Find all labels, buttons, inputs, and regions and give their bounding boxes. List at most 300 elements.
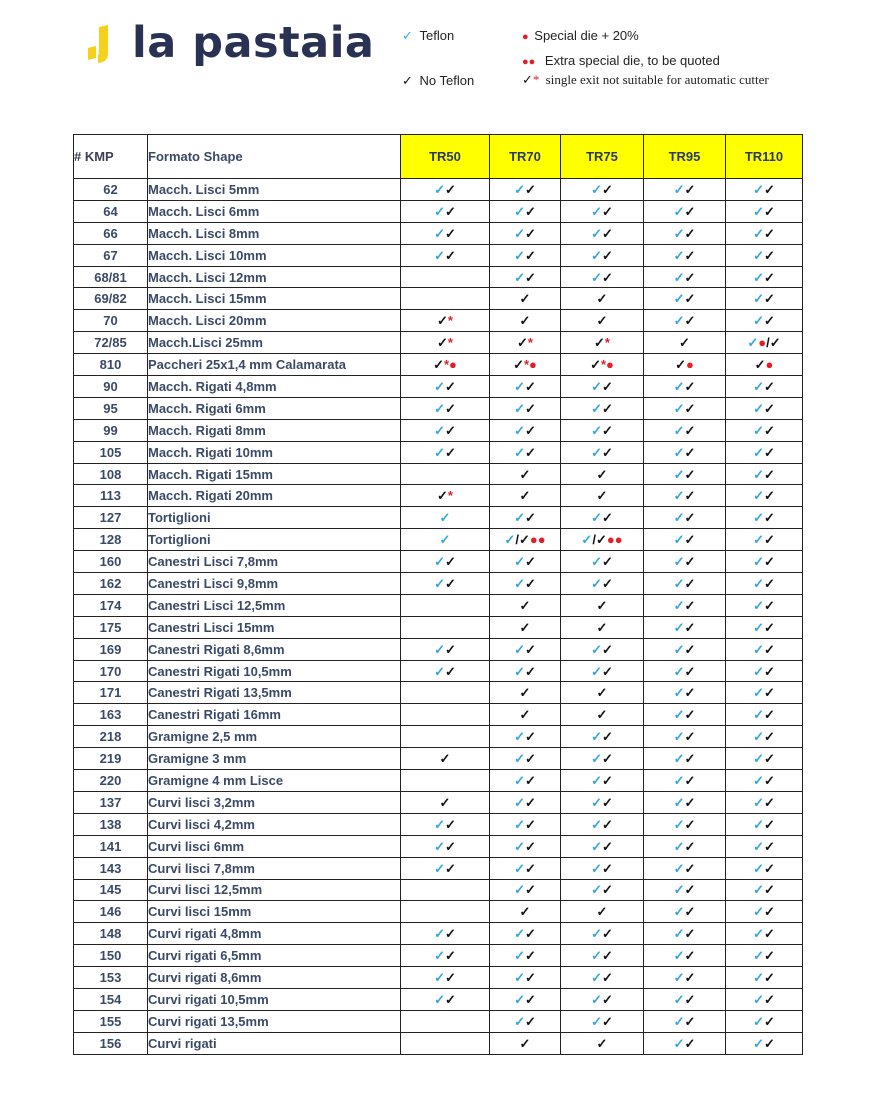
no-teflon-check-icon: ✓ [684, 882, 696, 898]
no-teflon-check-icon: ✓ [445, 444, 456, 460]
teflon-check-icon: ✓ [673, 816, 685, 832]
compat-cell [401, 1032, 490, 1054]
compat-cell [726, 835, 803, 857]
kmp-code: 66 [74, 222, 148, 244]
single-exit-check-icon: ✓ [522, 72, 533, 87]
teflon-check-icon: ✓ [514, 991, 525, 1007]
teflon-check-icon: ✓ [753, 772, 764, 788]
teflon-check-icon: ✓ [514, 269, 525, 285]
compat-cell [401, 376, 490, 398]
no-teflon-check-icon: ✓ [602, 991, 613, 1007]
compat-cell [726, 1032, 803, 1054]
teflon-check-icon: ✓ [591, 378, 602, 394]
no-teflon-check-icon: ✓ [445, 860, 456, 876]
compat-cell [490, 485, 561, 507]
legend-single-exit-label: single exit not suitable for automatic cutter [545, 72, 769, 87]
header-tr95: TR95 [644, 135, 726, 179]
compat-cell [490, 967, 561, 989]
kmp-code: 163 [74, 704, 148, 726]
no-teflon-check-icon: ✓ [764, 904, 775, 920]
compat-cell [490, 507, 561, 529]
teflon-check-icon: ✓ [753, 247, 764, 263]
compat-cell [490, 770, 561, 792]
compat-cell [561, 573, 644, 595]
no-teflon-check-icon: ✓ [684, 225, 696, 241]
compat-cell [726, 485, 803, 507]
compat-cell [401, 397, 490, 419]
no-teflon-check-icon: ✓ [525, 772, 536, 788]
compat-cell [490, 463, 561, 485]
teflon-check-icon: ✓ [673, 203, 685, 219]
teflon-check-icon: ✓ [514, 1013, 525, 1029]
shape-name: Curvi rigati 10,5mm [148, 988, 401, 1010]
no-teflon-check-icon: ✓ [764, 707, 775, 723]
no-teflon-check-icon: ✓ [525, 444, 536, 460]
no-teflon-check-icon: ✓ [684, 751, 696, 767]
table-row [74, 704, 803, 726]
asterisk-icon: * [443, 357, 450, 373]
compat-cell [644, 770, 726, 792]
compat-cell [490, 857, 561, 879]
kmp-code: 148 [74, 923, 148, 945]
header-tr75: TR75 [561, 135, 644, 179]
teflon-check-icon: ✓ [753, 510, 764, 526]
compatibility-table [73, 134, 803, 1055]
no-teflon-check-icon: ✓ [525, 663, 536, 679]
teflon-check-icon: ✓ [753, 1035, 764, 1051]
no-teflon-check-icon: ✓ [602, 269, 613, 285]
no-teflon-check-icon: ✓ [684, 378, 696, 394]
teflon-check-icon: ✓ [591, 444, 602, 460]
compat-cell [490, 923, 561, 945]
compat-cell [490, 791, 561, 813]
no-teflon-check-icon: ✓ [445, 554, 456, 570]
teflon-check-icon: ✓ [591, 729, 602, 745]
no-teflon-check-icon: ✓ [684, 619, 696, 635]
no-teflon-check-icon: ✓ [764, 860, 775, 876]
no-teflon-check-icon: ✓ [675, 357, 687, 373]
teflon-check-icon: ✓ [753, 729, 764, 745]
no-teflon-check-icon: ✓ [596, 685, 608, 701]
compat-cell [401, 485, 490, 507]
no-teflon-check-icon: ✓ [602, 772, 613, 788]
compat-cell [401, 222, 490, 244]
teflon-check-icon: ✓ [673, 707, 685, 723]
teflon-check-icon: ✓ [673, 575, 685, 591]
compat-cell [401, 551, 490, 573]
teflon-check-icon: ✓ [753, 597, 764, 613]
no-teflon-check-icon: ✓ [764, 554, 775, 570]
compat-cell [644, 200, 726, 222]
shape-name: Curvi lisci 15mm [148, 901, 401, 923]
no-teflon-check-icon: ✓ [764, 532, 775, 548]
no-teflon-check-icon: ✓ [764, 597, 775, 613]
shape-name: Macch. Rigati 20mm [148, 485, 401, 507]
shape-name: Macch. Rigati 4,8mm [148, 376, 401, 398]
compat-cell [561, 857, 644, 879]
no-teflon-check-icon: ✓ [525, 838, 536, 854]
teflon-check-icon: ✓ [591, 838, 602, 854]
no-teflon-check-icon: ✓ [764, 313, 775, 329]
no-teflon-check-icon: ✓ [445, 422, 456, 438]
no-teflon-check-icon: ✓ [525, 641, 536, 657]
kmp-code: 170 [74, 660, 148, 682]
no-teflon-check-icon: ✓ [519, 1035, 531, 1051]
compat-cell [490, 441, 561, 463]
no-teflon-check-icon: ✓ [519, 597, 531, 613]
compat-cell [726, 551, 803, 573]
no-teflon-check-icon: ✓ [684, 597, 696, 613]
no-teflon-check-icon: ✓ [764, 926, 775, 942]
teflon-check-icon: ✓ [591, 575, 602, 591]
compat-cell [644, 704, 726, 726]
compat-cell [726, 770, 803, 792]
teflon-check-icon: ✓ [402, 28, 413, 43]
compat-cell [401, 857, 490, 879]
shape-name: Macch. Lisci 15mm [148, 288, 401, 310]
no-teflon-check-icon: ✓ [525, 269, 536, 285]
double-red-dot-icon: ●● [522, 56, 536, 68]
slash-separator: / [515, 532, 519, 548]
no-teflon-check-icon: ✓ [519, 488, 531, 504]
no-teflon-check-icon: ✓ [519, 904, 531, 920]
no-teflon-check-icon: ✓ [602, 181, 613, 197]
table-row [74, 397, 803, 419]
compat-cell [726, 748, 803, 770]
shape-name: Canestri Lisci 15mm [148, 616, 401, 638]
no-teflon-check-icon: ✓ [764, 838, 775, 854]
teflon-check-icon: ✓ [673, 970, 685, 985]
compat-cell [401, 879, 490, 901]
no-teflon-check-icon: ✓ [525, 554, 536, 570]
teflon-check-icon: ✓ [434, 991, 445, 1007]
compat-cell [401, 813, 490, 835]
table-row [74, 835, 803, 857]
teflon-check-icon: ✓ [591, 225, 602, 241]
compat-cell [490, 616, 561, 638]
kmp-code: 137 [74, 791, 148, 813]
kmp-code: 810 [74, 354, 148, 376]
no-teflon-check-icon: ✓ [513, 357, 524, 373]
no-teflon-check-icon: ✓ [764, 378, 775, 394]
teflon-check-icon: ✓ [591, 510, 602, 526]
no-teflon-check-icon: ✓ [602, 378, 613, 394]
table-row [74, 616, 803, 638]
no-teflon-check-icon: ✓ [445, 663, 456, 679]
compat-cell [726, 967, 803, 989]
red-dot-icon: ● [449, 357, 457, 373]
legend-extra-special-label: Extra special die, to be quoted [544, 53, 720, 68]
compat-cell [401, 704, 490, 726]
no-teflon-check-icon: ✓ [684, 1035, 696, 1051]
teflon-check-icon: ✓ [673, 619, 685, 635]
teflon-check-icon: ✓ [434, 400, 445, 416]
compat-cell [490, 332, 561, 354]
kmp-code: 70 [74, 310, 148, 332]
shape-name: Curvi rigati 6,5mm [148, 945, 401, 967]
no-teflon-check-icon: ✓ [764, 816, 775, 832]
compat-cell [401, 923, 490, 945]
teflon-check-icon: ✓ [673, 444, 685, 460]
no-teflon-check-icon: ✓ [602, 247, 613, 263]
no-teflon-check-icon: ✓ [525, 247, 536, 263]
teflon-check-icon: ✓ [673, 510, 685, 526]
no-teflon-check-icon: ✓ [519, 313, 531, 329]
compat-cell [644, 507, 726, 529]
teflon-check-icon: ✓ [673, 488, 685, 504]
no-teflon-check-icon: ✓ [602, 970, 613, 985]
compat-cell [490, 551, 561, 573]
table-row [74, 179, 803, 201]
no-teflon-check-icon: ✓ [764, 510, 775, 526]
no-teflon-check-icon: ✓ [402, 73, 413, 88]
no-teflon-check-icon: ✓ [525, 510, 536, 526]
compat-cell [401, 179, 490, 201]
shape-name: Curvi lisci 7,8mm [148, 857, 401, 879]
asterisk-icon: * [523, 357, 530, 373]
no-teflon-check-icon: ✓ [684, 772, 696, 788]
table-row [74, 376, 803, 398]
compat-cell [561, 441, 644, 463]
red-dot-icon: ● [529, 357, 537, 373]
teflon-check-icon: ✓ [434, 838, 445, 854]
teflon-check-icon: ✓ [673, 554, 685, 570]
no-teflon-check-icon: ✓ [764, 991, 775, 1007]
compat-cell [644, 748, 726, 770]
no-teflon-check-icon: ✓ [596, 707, 608, 723]
no-teflon-check-icon: ✓ [684, 794, 696, 810]
compat-cell [561, 463, 644, 485]
kmp-code: 175 [74, 616, 148, 638]
compat-cell [490, 419, 561, 441]
teflon-check-icon: ✓ [673, 729, 685, 745]
no-teflon-check-icon: ✓ [525, 860, 536, 876]
compat-cell [561, 594, 644, 616]
teflon-check-icon: ✓ [673, 225, 685, 241]
teflon-check-icon: ✓ [434, 926, 445, 942]
no-teflon-check-icon: ✓ [525, 181, 536, 197]
no-teflon-check-icon: ✓ [684, 466, 696, 482]
compat-cell [561, 835, 644, 857]
no-teflon-check-icon: ✓ [684, 641, 696, 657]
compat-cell [644, 244, 726, 266]
compat-cell [490, 179, 561, 201]
kmp-code: 113 [74, 485, 148, 507]
compat-cell [726, 507, 803, 529]
legend-special-die-label: Special die + 20% [534, 28, 639, 43]
no-teflon-check-icon: ✓ [684, 860, 696, 876]
table-row [74, 354, 803, 376]
teflon-check-icon: ✓ [434, 575, 445, 591]
compat-cell [401, 682, 490, 704]
asterisk-icon: * [447, 313, 453, 329]
no-teflon-check-icon: ✓ [764, 444, 775, 460]
teflon-check-icon: ✓ [753, 203, 764, 219]
teflon-check-icon: ✓ [514, 926, 525, 942]
no-teflon-check-icon: ✓ [764, 203, 775, 219]
no-teflon-check-icon: ✓ [684, 816, 696, 832]
kmp-code: 141 [74, 835, 148, 857]
compat-cell [644, 441, 726, 463]
compat-cell [726, 288, 803, 310]
no-teflon-check-icon: ✓ [684, 926, 696, 942]
teflon-check-icon: ✓ [753, 488, 764, 504]
shape-name: Curvi rigati [148, 1032, 401, 1054]
table-row [74, 507, 803, 529]
legend-single-exit [522, 72, 769, 88]
no-teflon-check-icon: ✓ [590, 357, 601, 373]
compat-cell [561, 945, 644, 967]
compat-cell [644, 835, 726, 857]
compat-cell [644, 813, 726, 835]
compat-cell [726, 616, 803, 638]
red-dot-icon: ● [686, 357, 694, 373]
no-teflon-check-icon: ✓ [445, 970, 456, 985]
shape-name: Macch. Lisci 5mm [148, 179, 401, 201]
table-row [74, 1010, 803, 1032]
no-teflon-check-icon: ✓ [602, 729, 613, 745]
kmp-code: 220 [74, 770, 148, 792]
no-teflon-check-icon: ✓ [525, 422, 536, 438]
no-teflon-check-icon: ✓ [437, 488, 448, 504]
teflon-check-icon: ✓ [514, 970, 525, 985]
table-row [74, 419, 803, 441]
compat-cell [401, 726, 490, 748]
compat-cell [490, 945, 561, 967]
table-row [74, 726, 803, 748]
asterisk-icon: * [447, 488, 453, 504]
no-teflon-check-icon: ✓ [764, 575, 775, 591]
table-row [74, 923, 803, 945]
teflon-check-icon: ✓ [753, 970, 764, 985]
table-row [74, 901, 803, 923]
kmp-code: 218 [74, 726, 148, 748]
no-teflon-check-icon: ✓ [445, 838, 456, 854]
shape-name: Macch. Lisci 6mm [148, 200, 401, 222]
compat-cell [644, 222, 726, 244]
compat-cell [490, 901, 561, 923]
table-row [74, 573, 803, 595]
compat-cell [726, 244, 803, 266]
kmp-code: 105 [74, 441, 148, 463]
compat-cell [401, 441, 490, 463]
table-row [74, 551, 803, 573]
teflon-check-icon: ✓ [753, 532, 764, 548]
compat-cell [490, 682, 561, 704]
teflon-check-icon: ✓ [753, 794, 764, 810]
teflon-check-icon: ✓ [434, 641, 445, 657]
compat-cell [726, 879, 803, 901]
kmp-code: 160 [74, 551, 148, 573]
asterisk-icon: * [527, 335, 533, 351]
compat-cell [561, 179, 644, 201]
no-teflon-check-icon: ✓ [518, 532, 530, 548]
teflon-check-icon: ✓ [514, 816, 525, 832]
table-row [74, 332, 803, 354]
no-teflon-check-icon: ✓ [525, 729, 536, 745]
no-teflon-check-icon: ✓ [594, 335, 605, 351]
compat-cell [490, 354, 561, 376]
teflon-check-icon: ✓ [514, 422, 525, 438]
teflon-check-icon: ✓ [514, 751, 525, 767]
teflon-check-icon: ✓ [514, 641, 525, 657]
no-teflon-check-icon: ✓ [445, 575, 456, 591]
no-teflon-check-icon: ✓ [445, 641, 456, 657]
compat-cell [401, 945, 490, 967]
no-teflon-check-icon: ✓ [439, 794, 451, 810]
teflon-check-icon: ✓ [673, 882, 685, 898]
compat-cell [726, 463, 803, 485]
no-teflon-check-icon: ✓ [764, 772, 775, 788]
compat-cell [561, 813, 644, 835]
asterisk-icon: * [532, 72, 540, 87]
teflon-check-icon: ✓ [673, 991, 685, 1007]
shape-name: Curvi rigati 8,6mm [148, 967, 401, 989]
table-row [74, 200, 803, 222]
compat-cell [490, 266, 561, 288]
teflon-check-icon: ✓ [514, 247, 525, 263]
brand-name: la pastaia [132, 18, 375, 68]
teflon-check-icon: ✓ [514, 510, 525, 526]
compat-cell [561, 419, 644, 441]
kmp-code: 154 [74, 988, 148, 1010]
table-header-row [74, 135, 803, 179]
compat-cell [401, 354, 490, 376]
no-teflon-check-icon: ✓ [525, 970, 536, 985]
kmp-code: 150 [74, 945, 148, 967]
no-teflon-check-icon: ✓ [684, 313, 696, 329]
compat-cell [726, 441, 803, 463]
teflon-check-icon: ✓ [591, 422, 602, 438]
table-row [74, 967, 803, 989]
table-row [74, 485, 803, 507]
no-teflon-check-icon: ✓ [764, 882, 775, 898]
teflon-check-icon: ✓ [753, 575, 764, 591]
compat-cell [490, 397, 561, 419]
compat-cell [726, 638, 803, 660]
teflon-check-icon: ✓ [514, 882, 525, 898]
teflon-check-icon: ✓ [673, 422, 685, 438]
brand-logo [84, 18, 375, 68]
compat-cell [644, 463, 726, 485]
no-teflon-check-icon: ✓ [602, 860, 613, 876]
no-teflon-check-icon: ✓ [684, 554, 696, 570]
no-teflon-check-icon: ✓ [525, 378, 536, 394]
compat-cell [726, 791, 803, 813]
kmp-code: 95 [74, 397, 148, 419]
compat-cell [561, 551, 644, 573]
no-teflon-check-icon: ✓ [764, 247, 775, 263]
compat-cell [644, 660, 726, 682]
compat-cell [561, 682, 644, 704]
teflon-check-icon: ✓ [434, 181, 445, 197]
teflon-check-icon: ✓ [591, 400, 602, 416]
shape-name: Curvi rigati 13,5mm [148, 1010, 401, 1032]
no-teflon-check-icon: ✓ [764, 291, 775, 307]
teflon-check-icon: ✓ [673, 313, 685, 329]
compat-cell [561, 879, 644, 901]
compat-cell [644, 616, 726, 638]
no-teflon-check-icon: ✓ [445, 816, 456, 832]
kmp-code: 169 [74, 638, 148, 660]
compat-cell [401, 1010, 490, 1032]
no-teflon-check-icon: ✓ [525, 948, 536, 964]
table-row [74, 748, 803, 770]
shape-name: Curvi lisci 4,2mm [148, 813, 401, 835]
compat-cell [644, 638, 726, 660]
teflon-check-icon: ✓ [753, 641, 764, 657]
teflon-check-icon: ✓ [434, 378, 445, 394]
